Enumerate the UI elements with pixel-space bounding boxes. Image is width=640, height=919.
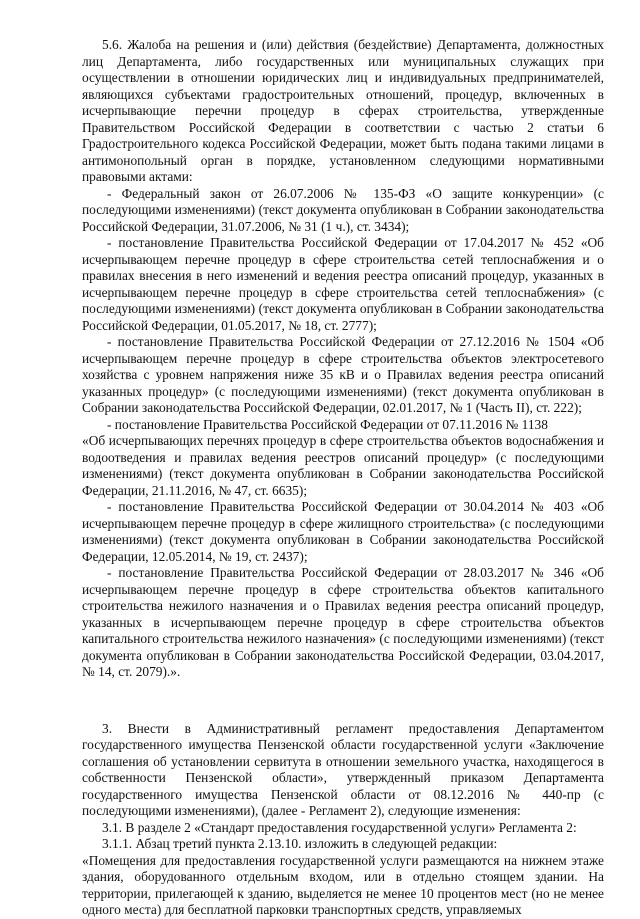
paragraph-3-1-1: 3.1.1. Абзац третий пункта 2.13.10. изложить в следующей редакции:: [102, 836, 498, 851]
list-item-decree-403: - постановление Правительства Российской Федерации от 30.04.2014 № 403 «Об исчерпывающем перечне процедур в сфере жилищного строительства» (с последующими изменениями) (текст документа опубликован в Собрании законодательства Российской Федерации, 12.05.2014, № 19, ст. 2437);: [82, 499, 604, 564]
list-item-decree-1138-body: «Об исчерпывающих перечнях процедур в сфере строительства объектов водоснабжения и водоотведения и правилах ведения реестров описаний процедур» (с последующими изменениями) (текст документа опубликован в Собрании законодательства Российской Федерации, 21.11.2016, № 47, ст. 6635);: [82, 433, 604, 498]
paragraph-quoted-text: «Помещения для предоставления государственной услуги размещаются на нижнем этаже здания, оборудованного отдельным входом, или в отдельно стоящем здании. На территории, прилегающей к зданию, выделяется не менее 10 процентов мест (но не менее одного места) для бесплатной парковки транспортных средств, управляемых: [82, 852, 604, 917]
paragraph-3-1: 3.1. В разделе 2 «Стандарт предоставления государственной услуги» Регламента 2:: [102, 819, 577, 835]
paragraph-3: 3. Внести в Административный регламент предоставления Департаментом государственного имущества Пензенской области государственной услуги «Заключение соглашения об установлении сервитута в отношении земельного участка, находящегося в собственности Пензенской области», утвержденный приказом Департамента государственного имущества Пензенской области от 08.12.2016 № 440-пр (с последующими изменениями), (далее - Регламент 2), следующие изменения:: [82, 720, 604, 818]
document-page: [82, 37, 604, 919]
list-item-decree-1138-heading: - постановление Правительства Российской Федерации от 07.11.2016 № 1138: [107, 416, 548, 432]
paragraph-5-6: 5.6. Жалоба на решения и (или) действия (бездействие) Департамента, должностных лиц Департамента, либо государственных или муниципальных служащих при осуществлении в отношении юридических лиц и индивидуальных предпринимателей, являющихся субъектами градостроительных отношений, процедур, включенных в исчерпывающие перечни процедур в сферах строительства, утвержденные Правительством Российской Федерации в соответствии с частью 2 статьи 6 Градостроительного кодекса Российской Федерации, может быть подана такими лицами в антимонопольный орган в порядке, установленном следующими нормативными правовыми актами:: [82, 37, 604, 184]
list-item-decree-1504: - постановление Правительства Российской Федерации от 27.12.2016 № 1504 «Об исчерпывающем перечне процедур в сфере строительства объектов электросетевого хозяйства с уровнем напряжения ниже 35 кВ и о Правилах ведения реестра описаний указанных процедур» (с последующими изменениями) (текст документа опубликован в Собрании законодательства Российской Федерации, 02.01.2017, № 1 (Часть II), ст. 222);: [82, 334, 604, 415]
list-item-law-135: - Федеральный закон от 26.07.2006 № 135-ФЗ «О защите конкуренции» (с последующими изменениями) (текст документа опубликован в Собрании законодательства Российской Федерации, 31.07.2006, № 31 (1 ч.), ст. 3434);: [82, 185, 604, 234]
list-item-decree-346: - постановление Правительства Российской Федерации от 28.03.2017 № 346 «Об исчерпывающем перечне процедур в сфере строительства объектов капитального строительства нежилого назначения и о Правилах ведения реестра описаний процедур, указанных в исчерпывающем перечне процедур в сфере строительства объектов капитального строительства нежилого назначения» (с последующими изменениями) (текст документа опубликован в Собрании законодательства Российской Федерации, 03.04.2017, № 14, ст. 2079).».: [82, 565, 604, 679]
list-item-decree-452: - постановление Правительства Российской Федерации от 17.04.2017 № 452 «Об исчерпывающем перечне процедур в сфере строительства сетей теплоснабжения и о правилах внесения в него изменений и ведения реестра описаний процедур, указанных в исчерпывающем перечне процедур в сфере строительства сетей теплоснабжения» (с последующими изменениями) (текст документа опубликован в Собрании законодательства Российской Федерации, 01.05.2017, № 18, ст. 2777);: [82, 235, 604, 333]
